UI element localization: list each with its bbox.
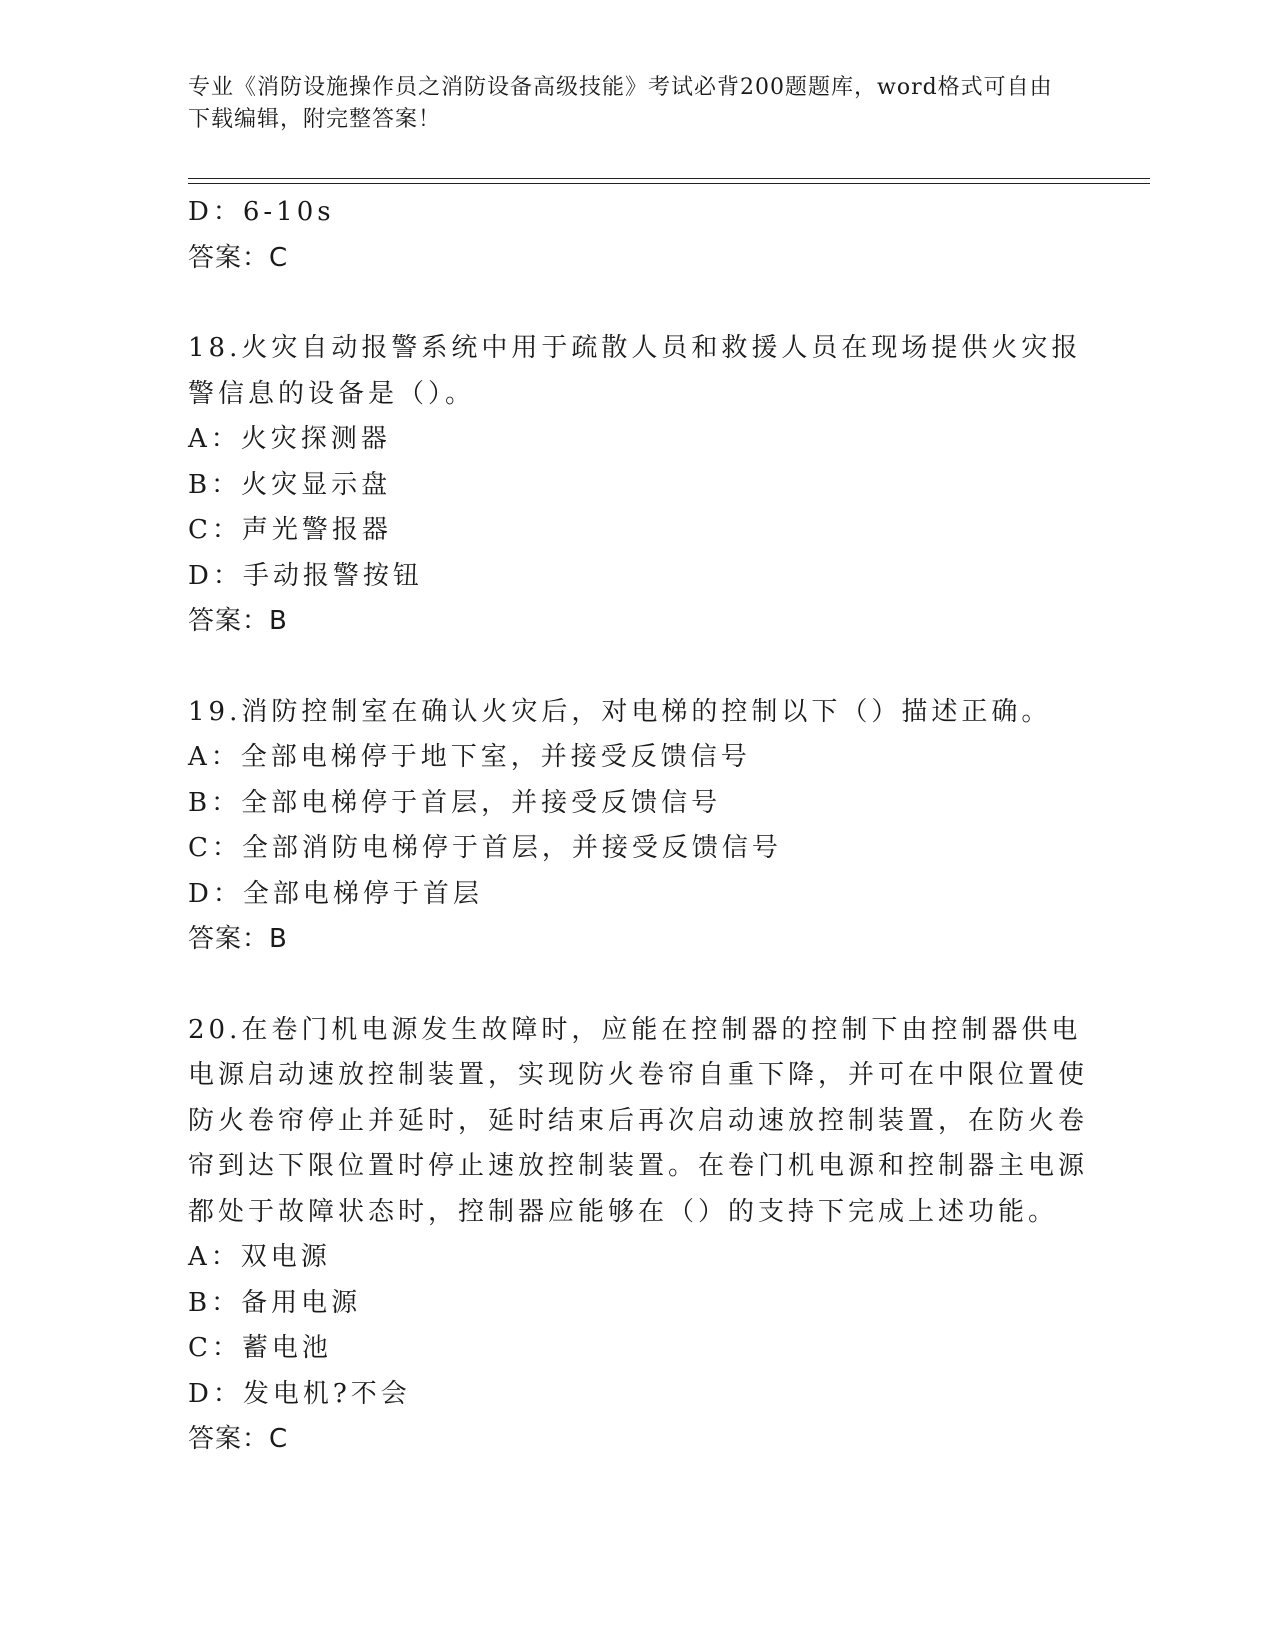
option-a: A：全部电梯停于地下室，并接受反馈信号 bbox=[188, 742, 751, 772]
option-b: B：全部电梯停于首层，并接受反馈信号 bbox=[188, 787, 722, 818]
question-content bbox=[188, 190, 1088, 1463]
option-b: B：火灾显示盘 bbox=[188, 469, 392, 500]
option-a: A：火灾探测器 bbox=[188, 424, 391, 454]
answer-line: 答案：B bbox=[188, 606, 288, 636]
header-divider-bottom bbox=[188, 183, 1150, 184]
question-20-text: 20.在卷门机电源发生故障时，应能在控制器的控制下由控制器供电电源启动速放控制装置，实现防火卷帘自重下降，并可在中限位置使防火卷帘停止并延时，延时结束后再次启动速放控制装置，在防火卷帘到达下限位置时停止速放控制装置。在卷门机电源和控制器主电源都处于故障状态时，控制器应能够在（）的支持下完成上述功能。 bbox=[188, 1014, 1089, 1227]
question-19-text: 19.消防控制室在确认火灾后，对电梯的控制以下（）描述正确。 bbox=[188, 696, 1052, 727]
option-c: C：蓄电池 bbox=[188, 1333, 332, 1363]
answer-line: 答案：C bbox=[188, 242, 289, 273]
answer-line: 答案：C bbox=[188, 1424, 289, 1454]
option-c: C：声光警报器 bbox=[188, 515, 392, 545]
question-18-text: 18.火灾自动报警系统中用于疏散人员和救援人员在现场提供火灾报警信息的设备是（）。 bbox=[188, 333, 1082, 409]
option-d: D：手动报警按钮 bbox=[188, 560, 423, 591]
option-d: D：全部电梯停于首层 bbox=[188, 878, 483, 909]
option-d: D：6-10s bbox=[188, 197, 335, 227]
option-a: A：双电源 bbox=[188, 1242, 331, 1272]
option-b: B：备用电源 bbox=[188, 1287, 362, 1318]
header-divider-top bbox=[188, 178, 1150, 179]
option-c: C：全部消防电梯停于首层，并接受反馈信号 bbox=[188, 833, 782, 863]
document-header: 专业《消防设施操作员之消防设备高级技能》考试必背200题题库，word格式可自由下载编辑，附完整答案！ bbox=[188, 75, 1053, 132]
answer-line: 答案：B bbox=[188, 924, 288, 954]
option-d: D：发电机?不会 bbox=[188, 1378, 411, 1409]
